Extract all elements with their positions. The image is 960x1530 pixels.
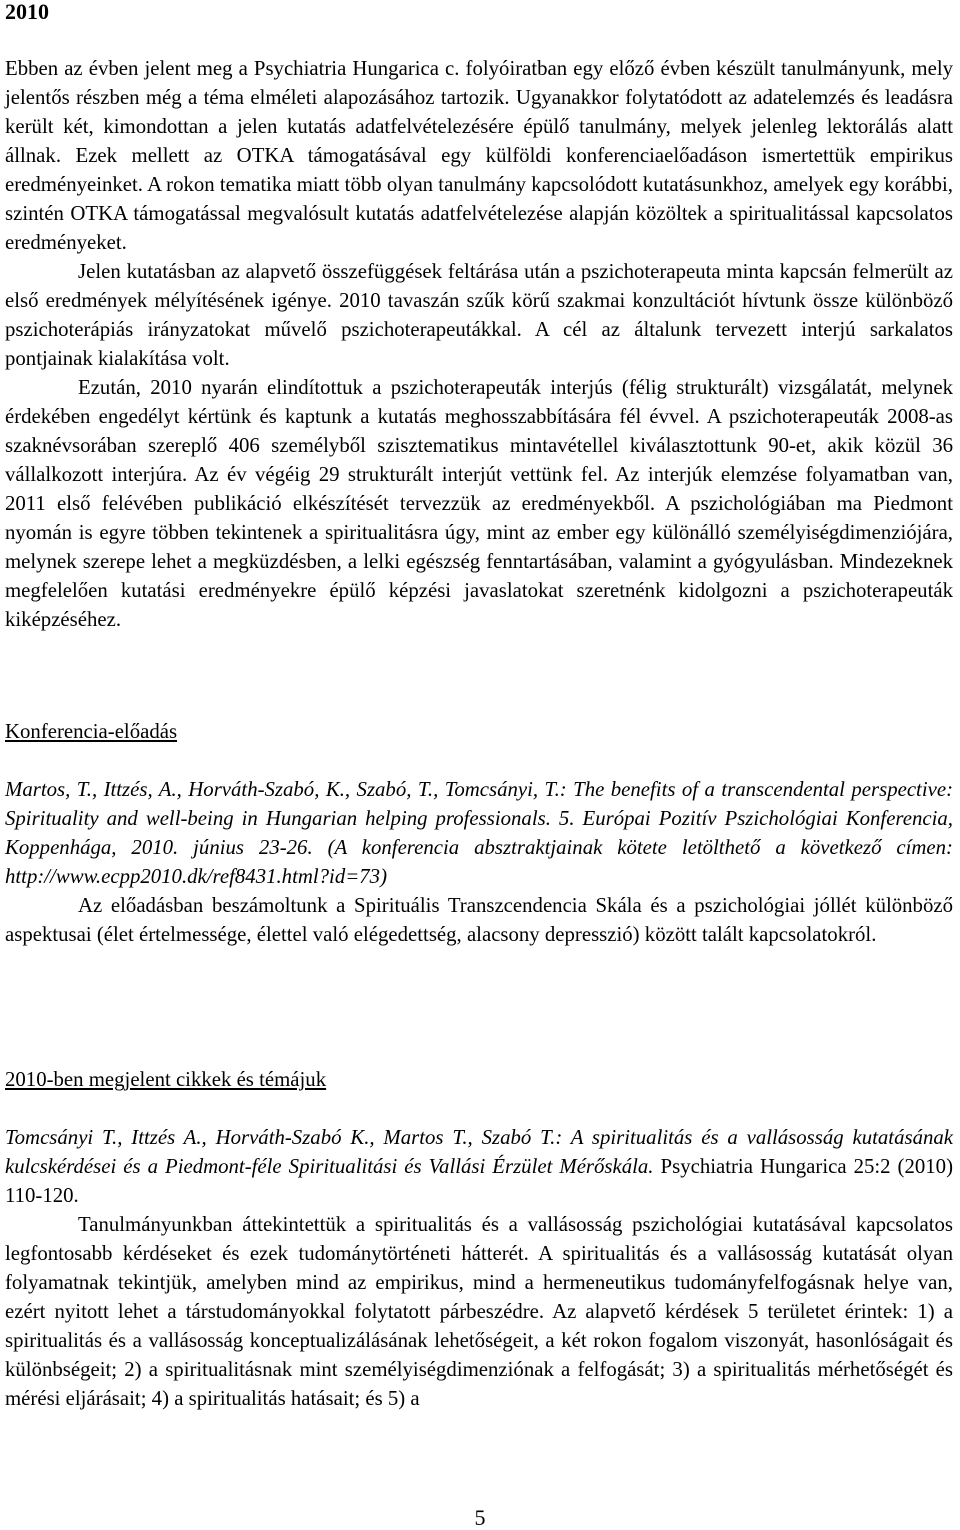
conference-citation: Martos, T., Ittzés, A., Horváth-Szabó, K., Szabó, T., Tomcsányi, T.: The benefits of a transcendental perspective: Spirituality and well-being in Hungarian helping professionals. 5. Európai Pozitív Pszichológiai Konferencia, Koppenhága, 2010. június 23-26. (A konferencia absztraktjainak kötete letölthető a következő címen: http://www.ecpp2010.dk/ref8431.html?id=73) bbox=[5, 778, 953, 888]
page-number: 5 bbox=[474, 1505, 486, 1530]
intro-paragraph-3: Ezután, 2010 nyarán elindítottuk a pszichoterapeuták interjús (félig strukturált) vizsgálatát, melynek érdekében engedélyt kértünk és kaptunk a kutatás meghosszabbítására fél évvel. A pszichoterapeuták 2008-as szaknévsorában szereplő 406 személyből szisztematikus mintavétellel kiválasztottunk 90-et, akik közül 36 vállalkozott interjúra. Az év végéig 29 strukturált interjút vettünk fel. Az interjúk elemzése folyamatban van, 2011 első felévében publikáció elkészítését tervezzük az eredményekből. A pszichológiában ma Piedmont nyomán is egyre többen tekintenek a spiritualitásra úgy, mint az ember egy különálló személyiségdimenziójára, melynek szerepe lehet a megküzdésben, a lelki egészség fenntartásában, valamint a gyógyulásban. Mindezeknek megfelelően kutatási eredményekre épülő képzési javaslatokat szeretnénk kidolgozni a pszichoterapeuták kiképzéséhez. bbox=[5, 376, 953, 631]
article-citation-title: Tomcsányi T., Ittzés A., Horváth-Szabó K., Martos T., Szabó T.: A spiritualitás és a vallásosság kutatásának kulcskérdései és a Piedmont-féle Spiritualitási és Vallási Érzület Mérőskála. bbox=[5, 1126, 953, 1178]
intro-paragraph-2: Jelen kutatásban az alapvető összefüggések feltárása után a pszichoterapeuta minta kapcsán felmerült az első eredmények mélyítésének igénye. 2010 tavaszán szűk körű szakmai konzultációt hívtunk össze különböző pszichoterápiás irányzatokat művelő pszichoterapeutákkal. A cél az általunk tervezett interjú sarkalatos pontjainak kialakítása volt. bbox=[5, 260, 953, 370]
article-summary: Tanulmányunkban áttekintettük a spiritualitás és a vallásosság pszichológiai kutatásával kapcsolatos legfontosabb kérdéseket és ezek tudománytörténeti hátterét. A spiritualitás és a vallásosság kutatását olyan folyamatnak tekintjük, amelyben mind az empirikus, mind a hermeneutikus tudományfelfogásnak helye van, ezért nyitott lehet a társtudományokkal folytatott párbeszédre. Az alapvető kérdések 5 területet érintek: 1) a spiritualitás és a vallásosság konceptualizálásának lehetőségeit, a két rokon fogalom viszonyát, hasonlóságait és különbségeit; 2) a spiritualitásnak mint személyiségdimenziónak a felfogását; 3) a spiritualitás mérhetőségét és mérési eljárásait; 4) a spiritualitás hatásait; és 5) a bbox=[5, 1213, 953, 1410]
conference-summary: Az előadásban beszámoltunk a Spirituális Transzcendencia Skála és a pszichológiai jóllét különböző aspektusai (élet értelmessége, élettel való elégedettség, alacsony depresszió) között talált kapcsolatokról. bbox=[5, 894, 953, 946]
article-citation-journal: Psychiatria Hungarica 25:2 (2010) 110-120. bbox=[5, 1155, 954, 1207]
intro-section bbox=[5, 54, 953, 634]
articles-heading: 2010-ben megjelent cikkek és témájuk bbox=[5, 1068, 327, 1091]
conference-heading: Konferencia-előadás bbox=[5, 720, 178, 743]
conference-section bbox=[5, 717, 953, 746]
articles-section bbox=[5, 1065, 953, 1094]
intro-paragraph-1: Ebben az évben jelent meg a Psychiatria Hungarica c. folyóiratban egy előző évben készült tanulmányunk, mely jelentős részben még a téma elméleti alapozásához tartozik. Ugyanakkor folytatódott az adatelemzés és leadásra került két, kimondottan a jelen kutatás adatfelvételezésére épülő tanulmány, melyek jelenleg lektorálás alatt állnak. Ezek mellett az OTKA támogatásával egy külföldi konferenciaelőadáson ismertettük empirikus eredményeinket. A rokon tematika miatt több olyan tanulmány kapcsolódott kutatásunkhoz, amelyek egy korábbi, szintén OTKA támogatással megvalósult kutatás adatfelvételezése alapján közöltek a spiritualitással kapcsolatos eredményeket. bbox=[5, 57, 953, 254]
conference-citation-block bbox=[5, 775, 953, 949]
article-citation bbox=[5, 1123, 953, 1210]
year-heading: 2010 bbox=[5, 0, 49, 24]
article-citation-block bbox=[5, 1123, 953, 1413]
